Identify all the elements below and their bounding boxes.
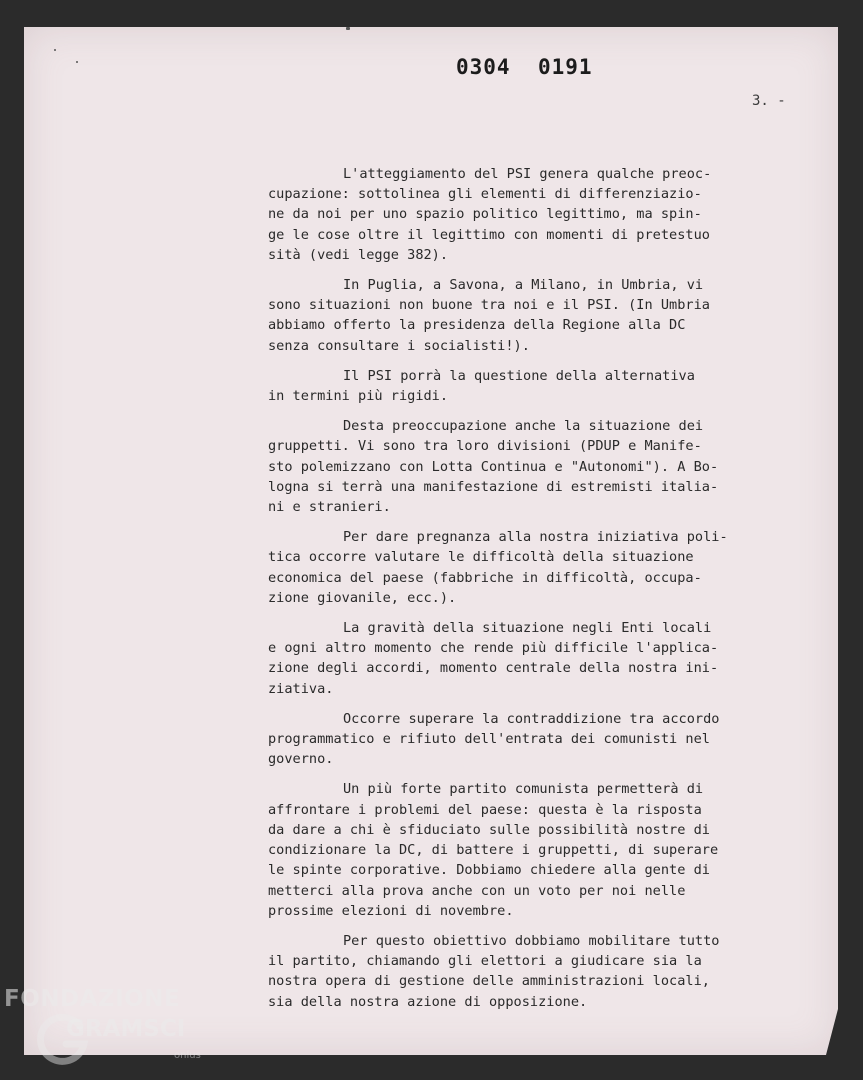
text-line: governo.: [268, 751, 334, 768]
archive-number: 0304: [456, 55, 511, 79]
paragraph: [268, 931, 828, 1012]
text-line: sto polemizzano con Lotta Continua e "Autonomi"). A Bo-: [268, 458, 719, 475]
watermark-suffix: onlus: [174, 1050, 201, 1061]
document-body: [268, 164, 828, 1022]
text-line: ziativa.: [268, 680, 334, 697]
text-line: In Puglia, a Savona, a Milano, in Umbria, vi: [343, 277, 704, 294]
text-line: e ogni altro momento che rende più difficile l'applica-: [268, 640, 719, 657]
text-line: le spinte corporative. Dobbiamo chiedere alla gente di: [268, 862, 710, 879]
text-line: economica del paese (fabbriche in difficoltà, occupa-: [268, 569, 702, 586]
text-line: Desta preoccupazione anche la situazione dei: [343, 418, 704, 435]
archive-watermark-logo: [4, 986, 214, 1061]
paragraph: [268, 275, 828, 356]
text-line: ni e stranieri.: [268, 499, 391, 516]
text-line: zione giovanile, ecc.).: [268, 589, 457, 606]
text-line: sono situazioni non buone tra noi e il PSI. (In Umbria: [268, 297, 710, 314]
text-line: gruppetti. Vi sono tra loro divisioni (PDUP e Manife-: [268, 438, 702, 455]
text-line: La gravità della situazione negli Enti locali: [343, 620, 712, 637]
text-line: da dare a chi è sfiduciato sulle possibilità nostre di: [268, 821, 710, 838]
text-line: tica occorre valutare le difficoltà della situazione: [268, 549, 694, 566]
text-line: zione degli accordi, momento centrale della nostra ini-: [268, 660, 719, 677]
archive-number: 0191: [538, 55, 593, 79]
text-line: Per dare pregnanza alla nostra iniziativa poli-: [343, 529, 728, 546]
text-line: in termini più rigidi.: [268, 388, 449, 405]
document-page: [24, 27, 838, 1055]
paragraph: [268, 527, 828, 608]
text-line: cupazione: sottolinea gli elementi di differenziazio-: [268, 186, 702, 203]
paragraph: [268, 164, 828, 265]
text-line: ge le cose oltre il legittimo con momenti di pretestuo: [268, 226, 710, 243]
paragraph: [268, 416, 828, 517]
text-line: il partito, chiamando gli elettori a giudicare sia la: [268, 953, 702, 970]
text-line: affrontare i problemi del paese: questa è la risposta: [268, 801, 702, 818]
paragraph: [268, 709, 828, 770]
text-line: metterci alla prova anche con un voto per noi nelle: [268, 882, 686, 899]
text-line: prossime elezioni di novembre.: [268, 902, 514, 919]
text-line: sità (vedi legge 382).: [268, 246, 449, 263]
text-line: sia della nostra azione di opposizione.: [268, 993, 588, 1010]
text-line: abbiamo offerto la presidenza della Regione alla DC: [268, 317, 686, 334]
text-line: nostra opera di gestione delle amministrazioni locali,: [268, 973, 710, 990]
paper-speck: [346, 27, 350, 30]
text-line: ne da noi per uno spazio politico legittimo, ma spin-: [268, 206, 702, 223]
page-number: 3. -: [752, 93, 786, 109]
paper-speck: [54, 49, 56, 51]
paragraph: [268, 618, 828, 699]
text-line: programmatico e rifiuto dell'entrata dei comunisti nel: [268, 731, 710, 748]
paragraph: [268, 779, 828, 920]
watermark-line2: GRAMSCI: [66, 1016, 186, 1042]
text-line: condizionare la DC, di battere i gruppetti, di superare: [268, 842, 719, 859]
text-line: L'atteggiamento del PSI genera qualche preoc-: [343, 166, 712, 182]
text-line: Occorre superare la contraddizione tra accordo: [343, 710, 720, 727]
text-line: Per questo obiettivo dobbiamo mobilitare tutto: [343, 932, 720, 949]
text-line: senza consultare i socialisti!).: [268, 337, 530, 354]
text-line: Un più forte partito comunista permetterà di: [343, 781, 704, 798]
paper-speck: [76, 61, 78, 63]
paragraph: [268, 366, 828, 406]
text-line: logna si terrà una manifestazione di estremisti italia-: [268, 478, 719, 495]
text-line: Il PSI porrà la questione della alternativa: [343, 367, 695, 384]
watermark-line1: FONDAZIONE: [4, 986, 181, 1012]
